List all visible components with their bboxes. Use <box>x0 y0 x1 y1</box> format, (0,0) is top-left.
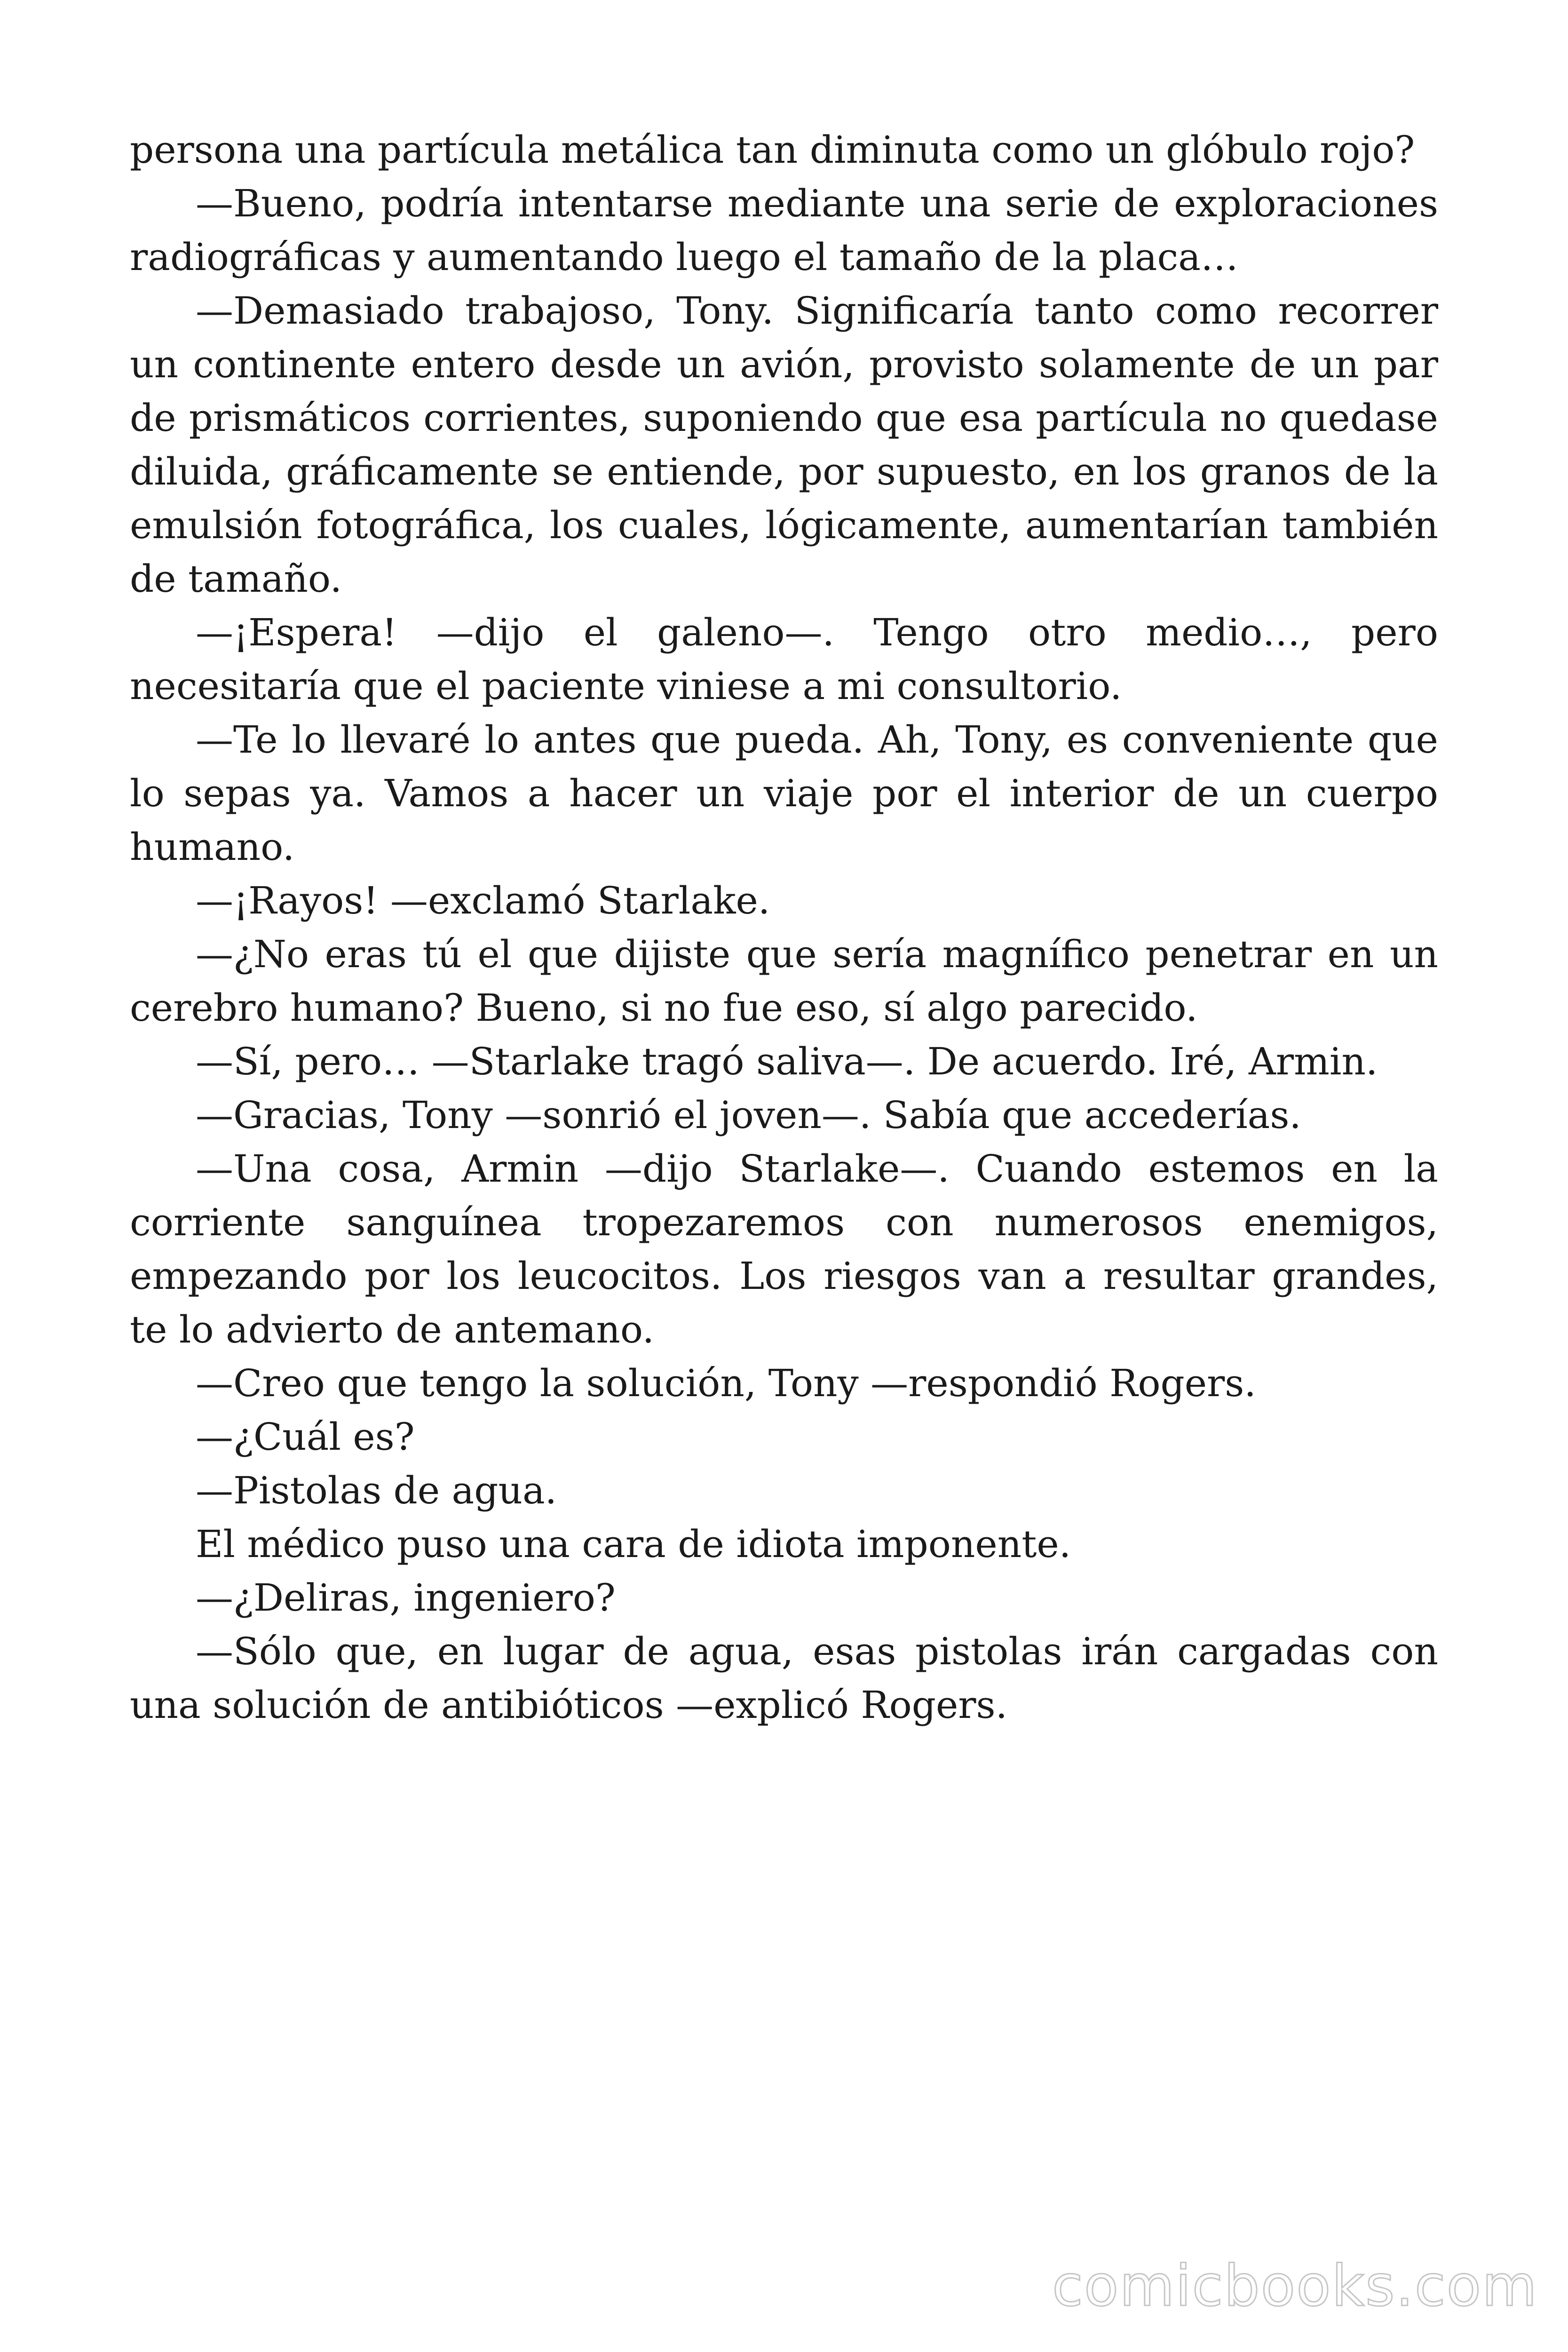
paragraph-2: —Bueno, podría intentarse mediante una serie de exploraciones radiográficas y aumentando luego el tamaño de la placa… <box>130 182 1438 279</box>
paragraph-9: —Gracias, Tony —sonrió el joven—. Sabía que accederías. <box>196 1093 1301 1137</box>
paragraph-5: —Te lo llevaré lo antes que pueda. Ah, Tony, es conveniente que lo sepas ya. Vamos a hacer un viaje por el interior de un cuerpo humano. <box>130 718 1438 869</box>
paragraph-13: —Pistolas de agua. <box>196 1469 557 1512</box>
paragraph-4: —¡Espera! —dijo el galeno—. Tengo otro medio…, pero necesitaría que el paciente viniese a mi consultorio. <box>130 611 1438 708</box>
paragraph-10: —Una cosa, Armin —dijo Starlake—. Cuando estemos en la corriente sanguínea tropezaremos con numerosos enemigos, empezando por los leucocitos. Los riesgos van a resultar grandes, te lo advierto de antemano. <box>130 1147 1438 1351</box>
paragraph-14: El médico puso una cara de idiota imponente. <box>196 1522 1071 1566</box>
page-body <box>130 123 1438 1732</box>
paragraph-15: —¿Deliras, ingeniero? <box>196 1576 616 1620</box>
paragraph-12: —¿Cuál es? <box>196 1415 415 1459</box>
paragraph-11: —Creo que tengo la solución, Tony —respondió Rogers. <box>196 1361 1256 1405</box>
paragraph-3: —Demasiado trabajoso, Tony. Significaría tanto como recorrer un continente entero desde un avión, provisto solamente de un par de prismáticos corrientes, suponiendo que esa partícula no quedase diluida, gráficamente se entiende, por supuesto, en los granos de la emulsión fotográfica, los cuales, lógicamente, aumentarían también de tamaño. <box>130 289 1438 601</box>
paragraph-16: —Sólo que, en lugar de agua, esas pistolas irán cargadas con una solución de antibióticos —explicó Rogers. <box>130 1629 1438 1727</box>
paragraph-8: —Sí, pero… —Starlake tragó saliva—. De acuerdo. Iré, Armin. <box>196 1040 1378 1083</box>
paragraph-6: —¡Rayos! —exclamó Starlake. <box>196 879 770 922</box>
paragraph-1: persona una partícula metálica tan diminuta como un glóbulo rojo? <box>130 128 1415 172</box>
paragraph-7: —¿No eras tú el que dijiste que sería magnífico penetrar en un cerebro humano? Bueno, si no fue eso, sí algo parecido. <box>130 932 1438 1030</box>
watermark: comicbooks.com <box>1052 2254 1538 2319</box>
